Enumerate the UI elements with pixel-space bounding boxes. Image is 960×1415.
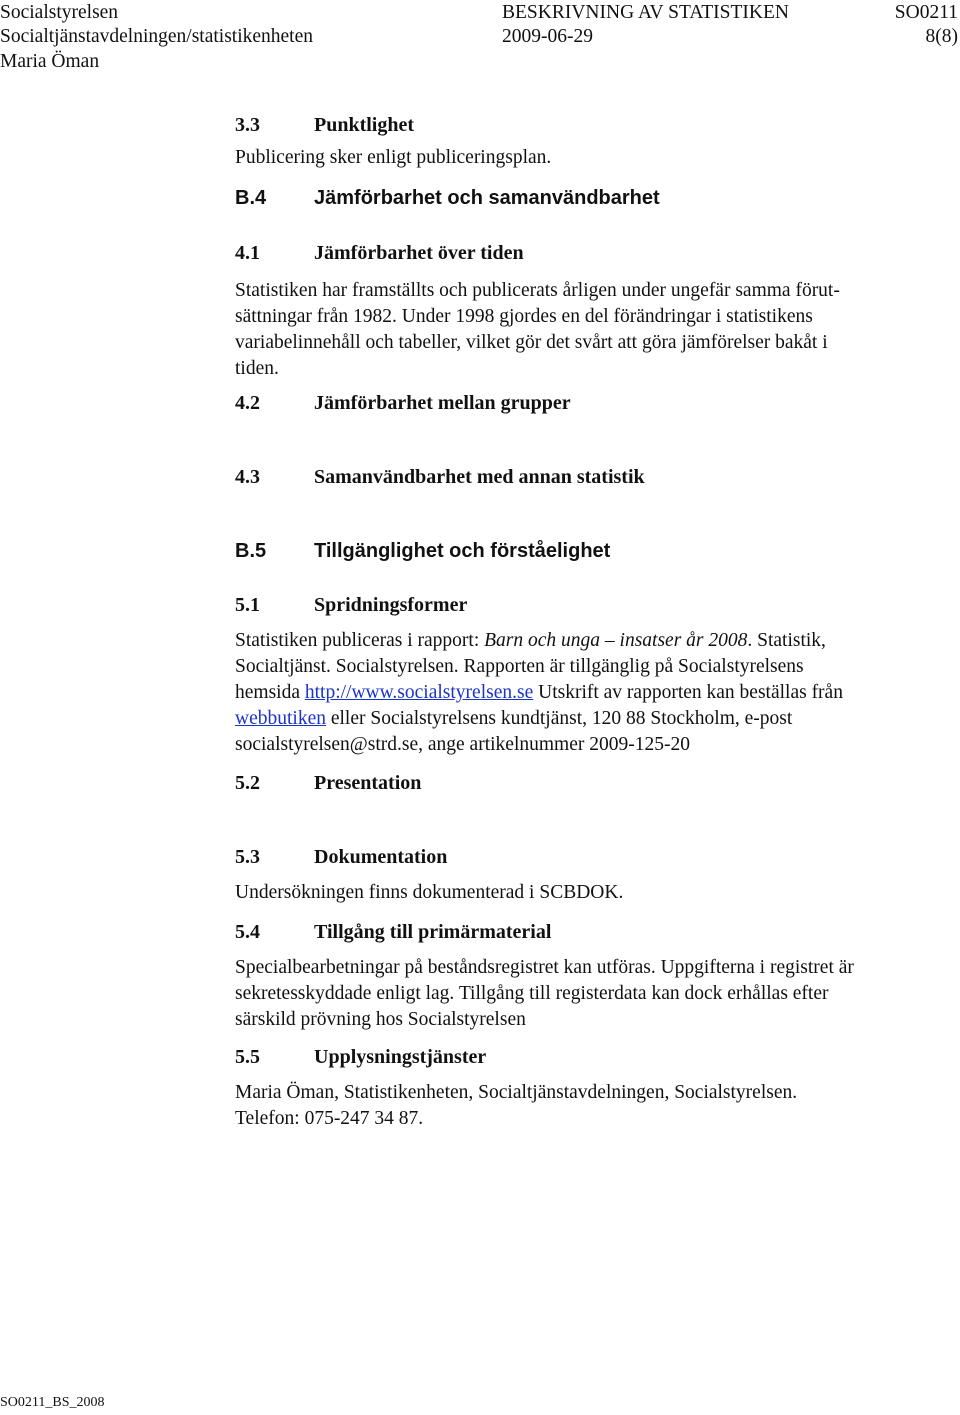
paragraph-5-1 (235, 628, 940, 758)
heading-number: 5.4 (235, 921, 260, 943)
paragraph-3-3: Publicering sker enligt publiceringsplan. (235, 147, 552, 168)
heading-number: 5.1 (235, 594, 260, 616)
heading-title: Tillgång till primärmaterial (314, 921, 552, 943)
heading-5-2 (235, 768, 940, 798)
heading-5-3 (235, 842, 940, 872)
header-page-number: 8(8) (925, 26, 958, 47)
text-line (235, 628, 940, 654)
text-line (235, 706, 940, 732)
heading-5-5 (235, 1042, 940, 1072)
paragraph-4-1 (235, 278, 940, 382)
header-org: Socialstyrelsen (0, 2, 119, 23)
header-author: Maria Öman (0, 51, 100, 72)
website-link[interactable]: http://www.socialstyrelsen.se (304, 682, 534, 703)
heading-b5 (235, 536, 940, 566)
heading-b4 (235, 183, 940, 213)
text-line: särskild prövning hos Socialstyrelsen (235, 1009, 526, 1030)
heading-4-1 (235, 238, 940, 268)
heading-title: Upplysningstjänster (314, 1046, 487, 1068)
text-line: Socialtjänst. Socialstyrelsen. Rapporten är tillgänglig på Socialstyrelsens (235, 656, 804, 677)
text-line: socialstyrelsen@strd.se, ange artikelnummer 2009-125-20 (235, 734, 690, 755)
header-doc-id: SO0211 (894, 2, 958, 23)
heading-title: Dokumentation (314, 846, 448, 868)
heading-4-2 (235, 388, 940, 418)
paragraph-5-3: Undersökningen finns dokumenterad i SCBDOK. (235, 882, 624, 903)
footer-code: SO0211_BS_2008 (0, 1395, 105, 1410)
text-run: Statistiken publiceras i rapport: (235, 630, 485, 651)
webshop-link[interactable]: webbutiken (235, 708, 326, 729)
heading-number: 5.3 (235, 846, 260, 868)
text-line: Statistiken har framställts och publicerats årligen under ungefär samma förut- (235, 280, 840, 301)
text-line: sättningar från 1982. Under 1998 gjordes en del förändringar i statistikens (235, 306, 813, 327)
text-line: tiden. (235, 358, 279, 379)
text-run: eller Socialstyrelsens kundtjänst, 120 88 Stockholm, e-post (325, 708, 793, 729)
heading-3-3 (235, 110, 940, 140)
heading-number: 4.2 (235, 392, 260, 414)
heading-title: Jämförbarhet över tiden (314, 242, 524, 264)
heading-title: Presentation (314, 772, 422, 794)
heading-title: Samanvändbarhet med annan statistik (314, 466, 645, 488)
heading-title: Jämförbarhet och samanvändbarhet (314, 187, 660, 209)
heading-5-1 (235, 590, 940, 620)
header-date: 2009-06-29 (502, 26, 593, 47)
report-title: Barn och unga – insatser år 2008 (484, 630, 748, 651)
text-line: sekretesskyddade enligt lag. Tillgång till registerdata kan dock erhållas efter (235, 983, 829, 1004)
header-doc-type: BESKRIVNING AV STATISTIKEN (502, 2, 789, 23)
heading-title: Tillgänglighet och förståelighet (314, 540, 611, 562)
text-run: Utskrift av rapporten kan beställas från (533, 682, 843, 703)
paragraph-5-5 (235, 1080, 940, 1132)
header-department: Socialtjänstavdelningen/statistikenheten (0, 26, 314, 47)
paragraph-5-4 (235, 955, 940, 1033)
text-run: hemsida (235, 682, 305, 703)
text-line: Maria Öman, Statistikenheten, Socialtjänstavdelningen, Socialstyrelsen. (235, 1082, 798, 1103)
heading-number: 3.3 (235, 114, 260, 136)
heading-number: B.4 (235, 187, 267, 209)
document-body (235, 110, 940, 1132)
heading-5-4 (235, 917, 940, 947)
heading-title: Punktlighet (314, 114, 415, 136)
heading-number: 5.5 (235, 1046, 260, 1068)
text-line: Telefon: 075-247 34 87. (235, 1108, 424, 1129)
heading-number: 4.3 (235, 466, 260, 488)
text-line: Specialbearbetningar på beståndsregistret kan utföras. Uppgifterna i registret är (235, 957, 854, 978)
heading-number: B.5 (235, 540, 267, 562)
heading-title: Spridningsformer (314, 594, 468, 616)
heading-4-3 (235, 462, 940, 492)
text-run: . Statistik, (747, 630, 826, 651)
text-line: variabelinnehåll och tabeller, vilket gör det svårt att göra jämförelser bakåt i (235, 332, 828, 353)
heading-number: 5.2 (235, 772, 260, 794)
heading-number: 4.1 (235, 242, 260, 264)
text-line (235, 680, 940, 706)
heading-title: Jämförbarhet mellan grupper (314, 392, 571, 414)
